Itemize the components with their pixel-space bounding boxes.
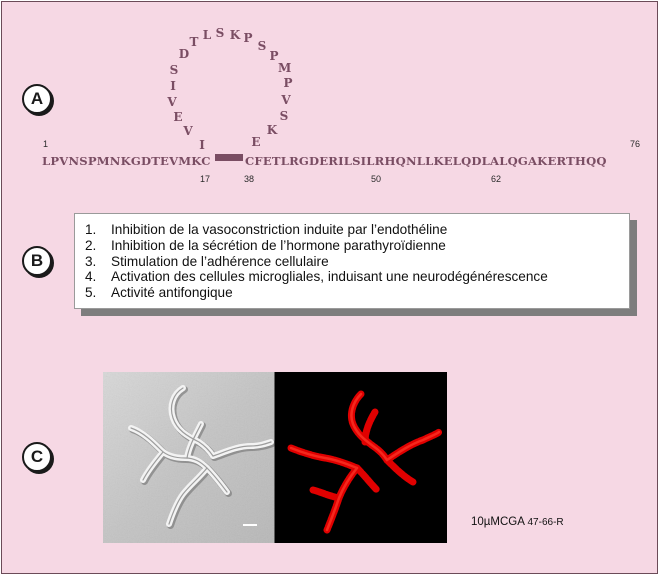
activity-number: 5. — [85, 285, 97, 301]
micrograph-caption — [471, 516, 564, 528]
activity-number: 2. — [85, 237, 97, 253]
loop-residue: V — [167, 95, 177, 109]
loop-residue: I — [170, 79, 176, 93]
micrograph-svg — [103, 372, 447, 543]
activity-number: 3. — [85, 253, 97, 269]
caption-peptide: 47-66-R — [527, 517, 564, 528]
loop-residue: S — [169, 63, 179, 77]
sequence-right: CFETLRGDERILSILRHQNLLKELQDLALQGAKERTHQQ — [245, 154, 607, 168]
loop-residue: V — [281, 93, 291, 107]
activity-item — [83, 222, 548, 238]
loop-residue: M — [278, 61, 292, 75]
activity-item — [83, 269, 548, 285]
loop-residue: S — [257, 39, 267, 53]
position-38-label: 38 — [244, 174, 255, 184]
loop-residue: E — [251, 135, 261, 149]
loop-residue: T — [189, 35, 199, 49]
position-50-label: 50 — [371, 174, 382, 184]
loop-residue: S — [215, 26, 225, 40]
loop-residue: E — [173, 110, 183, 124]
panel-a-badge: A — [22, 84, 52, 114]
loop-residue: D — [178, 47, 190, 61]
activity-number: 1. — [85, 222, 97, 237]
loop-residue: I — [199, 138, 205, 152]
activity-item — [83, 254, 548, 270]
loop-residue: K — [229, 28, 241, 42]
loop-residue: L — [202, 28, 212, 42]
loop-residue: P — [243, 31, 253, 45]
loop-residue: P — [269, 49, 279, 63]
activity-item — [83, 238, 548, 254]
activity-item — [83, 285, 548, 301]
activity-list — [83, 222, 548, 301]
activity-text: Inhibition de la sécrétion de l’hormone parathyroïdienne — [111, 237, 446, 253]
figure-frame — [1, 1, 658, 574]
disulfide-bridge — [215, 154, 243, 161]
activity-text: Inhibition de la vasoconstriction induite par l’endothéline — [111, 222, 448, 237]
position-17-label: 17 — [200, 174, 211, 184]
panel-b-badge: B — [22, 246, 52, 276]
sequence-left: LPVNSPMNKGDTEVMKC — [42, 154, 211, 168]
position-62-label: 62 — [491, 174, 502, 184]
position-76-label: 76 — [630, 139, 641, 149]
activity-list-box — [74, 213, 630, 309]
caption-concentration: 10µMCGA — [471, 516, 525, 528]
loop-residue: P — [283, 76, 293, 90]
panel-c-badge: C — [22, 442, 52, 472]
loop-residue: S — [279, 109, 289, 123]
activity-text: Activité antifongique — [111, 285, 233, 301]
activity-text: Activation des cellules microgliales, induisant une neurodégénérescence — [111, 269, 548, 285]
micrograph-pair — [103, 372, 447, 543]
position-1-label: 1 — [43, 139, 49, 149]
loop-residue: V — [183, 124, 193, 138]
activity-number: 4. — [85, 269, 97, 285]
activity-text: Stimulation de l’adhérence cellulaire — [111, 253, 329, 269]
scale-bar — [243, 524, 257, 526]
loop-residue: K — [266, 123, 278, 137]
